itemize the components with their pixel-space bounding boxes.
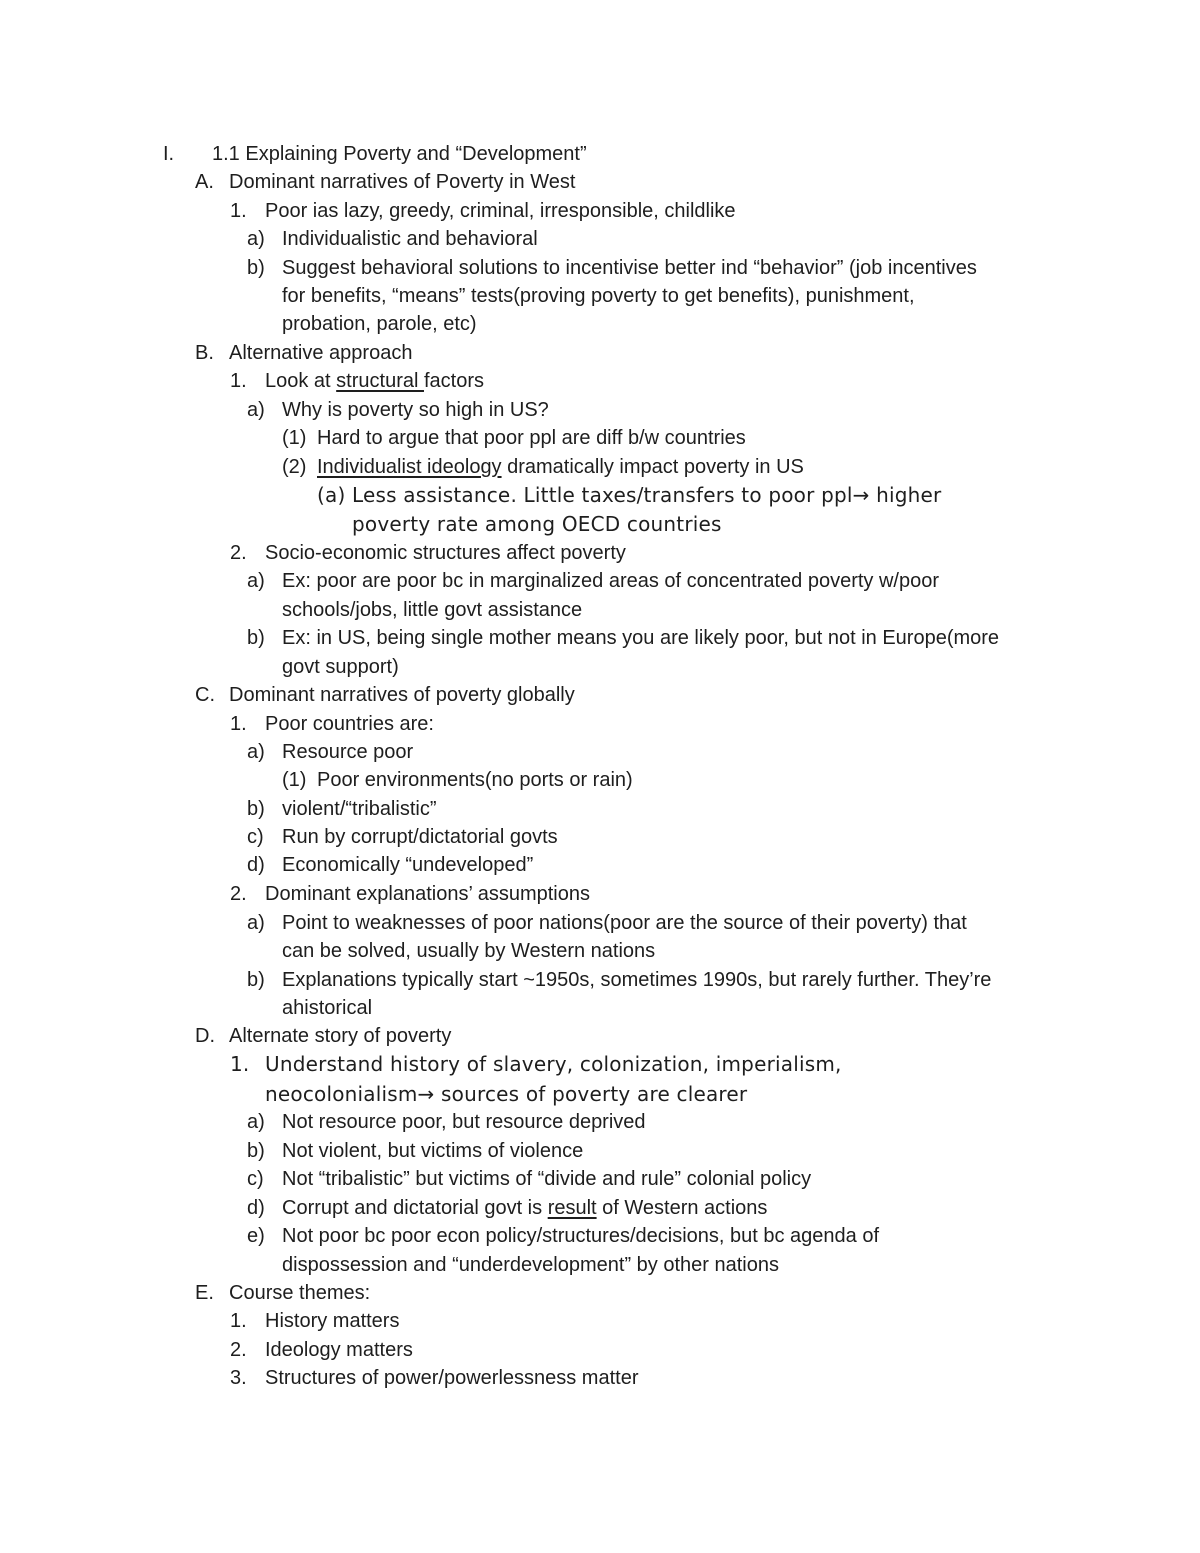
text-run: Suggest behavioral solutions to incentivise better ind “behavior” (job incentives — [282, 257, 977, 279]
outline-text — [265, 1364, 639, 1392]
outline-item — [0, 254, 1200, 282]
outline-text — [212, 140, 587, 168]
outline-text — [282, 1165, 811, 1193]
outline-item-continuation — [0, 937, 1200, 965]
outline-text — [282, 567, 939, 595]
outline-text — [282, 396, 549, 424]
outline-text — [282, 1194, 767, 1222]
outline-item — [0, 1049, 1200, 1079]
outline-text — [265, 1336, 413, 1364]
outline-text — [282, 653, 399, 681]
outline-text — [265, 880, 590, 908]
outline-marker: d) — [247, 1197, 265, 1219]
outline-item-continuation — [0, 1079, 1200, 1109]
text-run: Why is poverty so high in US? — [282, 399, 549, 421]
outline-item — [0, 1336, 1200, 1364]
outline-text — [229, 168, 575, 196]
text-run: factors — [423, 370, 485, 392]
outline-text — [265, 1307, 399, 1335]
outline-text — [282, 225, 538, 253]
outline-text — [265, 1079, 747, 1109]
text-run: History matters — [265, 1310, 400, 1332]
outline-marker: e) — [247, 1225, 265, 1247]
text-run: violent/“tribalistic” — [282, 798, 437, 820]
outline-text — [282, 937, 655, 965]
text-run: Dominant narratives of poverty globally — [229, 684, 575, 706]
outline-text — [317, 424, 746, 452]
text-run: Alternative approach — [229, 342, 413, 364]
outline-marker: b) — [247, 627, 265, 649]
text-run: Individualistic and behavioral — [282, 228, 538, 250]
outline-marker: 2. — [230, 542, 247, 564]
outline-item-continuation — [0, 653, 1200, 681]
text-run: Ideology matters — [265, 1339, 413, 1361]
outline-text — [229, 1022, 451, 1050]
outline-text — [282, 310, 477, 338]
text-run: Poor ias lazy, greedy, criminal, irresponsible, childlike — [265, 200, 736, 222]
outline-marker: B. — [195, 342, 214, 364]
text-run: Poor countries are: — [265, 713, 434, 735]
outline-text — [282, 823, 558, 851]
outline-text — [282, 795, 436, 823]
outline-item — [0, 480, 1200, 510]
outline-text — [282, 738, 413, 766]
text-run: poverty rate among OECD countries — [352, 512, 722, 536]
text-run: Structures of power/powerlessness matter — [265, 1367, 639, 1389]
outline-item — [0, 1194, 1200, 1222]
outline-text — [282, 596, 582, 624]
outline-marker: a) — [247, 741, 265, 763]
text-run: Less assistance. Little taxes/transfers to poor ppl→ higher — [352, 483, 942, 507]
outline-text — [282, 909, 967, 937]
outline-text — [229, 339, 412, 367]
outline-marker: b) — [247, 1140, 265, 1162]
text-run: Understand history of slavery, colonization, imperialism, — [265, 1052, 842, 1076]
outline-text — [282, 1137, 583, 1165]
text-run: Socio-economic structures affect poverty — [265, 542, 626, 564]
outline-item — [0, 339, 1200, 367]
outline-text — [282, 851, 533, 879]
text-run: Hard to argue that poor ppl are diff b/w countries — [317, 427, 746, 449]
outline-marker: a) — [247, 228, 265, 250]
outline-text — [265, 197, 736, 225]
underlined-text: structural — [336, 370, 424, 392]
text-run: Not resource poor, but resource deprived — [282, 1111, 646, 1133]
outline-marker: a) — [247, 570, 265, 592]
text-run: Point to weaknesses of poor nations(poor are the source of their poverty) that — [282, 912, 967, 934]
text-run: Course themes: — [229, 1282, 371, 1304]
outline-item — [0, 225, 1200, 253]
outline-item — [0, 1022, 1200, 1050]
outline-item-continuation — [0, 596, 1200, 624]
outline-text — [317, 766, 633, 794]
outline-marker: (2) — [282, 456, 307, 478]
outline-text — [352, 509, 722, 539]
outline-item — [0, 1364, 1200, 1392]
outline-text — [282, 994, 372, 1022]
outline-item — [0, 624, 1200, 652]
text-run: Ex: in US, being single mother means you are likely poor, but not in Europe(more — [282, 627, 1000, 649]
outline-item — [0, 710, 1200, 738]
outline-text — [282, 1251, 779, 1279]
text-run: for benefits, “means” tests(proving poverty to get benefits), punishment, — [282, 285, 915, 307]
text-run: Look at — [265, 370, 337, 392]
outline-item — [0, 681, 1200, 709]
outline-item — [0, 1307, 1200, 1335]
outline-text — [282, 1222, 879, 1250]
outline-item-continuation — [0, 509, 1200, 539]
outline-marker: 1. — [230, 1052, 250, 1076]
text-run: govt support) — [282, 656, 399, 678]
outline-marker: 2. — [230, 1339, 247, 1361]
outline-item — [0, 766, 1200, 794]
outline-marker: (a) — [317, 483, 346, 507]
outline-marker: C. — [195, 684, 215, 706]
outline-marker: a) — [247, 1111, 265, 1133]
text-run: Not poor bc poor econ policy/structures/decisions, but bc agenda of — [282, 1225, 880, 1247]
outline-item — [0, 823, 1200, 851]
text-run: Explanations typically start ~1950s, sometimes 1990s, but rarely further. They’re — [282, 969, 992, 991]
text-run: probation, parole, etc) — [282, 313, 477, 335]
outline-marker: 1. — [230, 1310, 247, 1332]
text-run: can be solved, usually by Western nations — [282, 940, 656, 962]
outline-text — [229, 1279, 370, 1307]
outline-text — [282, 1108, 646, 1136]
outline-marker: A. — [195, 171, 214, 193]
outline-marker: a) — [247, 399, 265, 421]
text-run: neocolonialism→ sources of poverty are clearer — [265, 1082, 748, 1106]
outline-item — [0, 1165, 1200, 1193]
outline-item — [0, 966, 1200, 994]
text-run: dispossession and “underdevelopment” by other nations — [282, 1254, 779, 1276]
outline-marker: d) — [247, 854, 265, 876]
outline-item — [0, 880, 1200, 908]
underlined-text: result — [547, 1197, 597, 1219]
text-run: dramatically impact poverty in US — [501, 456, 804, 478]
outline-text — [282, 966, 991, 994]
outline-text — [265, 367, 484, 395]
outline-item — [0, 539, 1200, 567]
outline-text — [352, 480, 941, 510]
outline-text — [265, 1049, 842, 1079]
outline-text — [282, 282, 915, 310]
outline-text — [282, 254, 977, 282]
outline-item — [0, 197, 1200, 225]
outline-marker: I. — [163, 143, 175, 165]
outline-item — [0, 453, 1200, 481]
outline-item — [0, 140, 1200, 168]
text-run: Economically “undeveloped” — [282, 854, 534, 876]
outline-marker: 2. — [230, 883, 247, 905]
outline-marker: 1. — [230, 370, 247, 392]
text-run: Dominant narratives of Poverty in West — [229, 171, 576, 193]
text-run: schools/jobs, little govt assistance — [282, 599, 583, 621]
outline-marker: 1. — [230, 713, 247, 735]
underlined-text: Individualist ideology — [317, 456, 502, 478]
outline-marker: b) — [247, 257, 265, 279]
outline-item — [0, 1137, 1200, 1165]
outline-marker: (1) — [282, 427, 307, 449]
outline-text — [229, 681, 575, 709]
outline-marker: b) — [247, 969, 265, 991]
outline-marker: b) — [247, 798, 265, 820]
outline-item — [0, 424, 1200, 452]
outline-item — [0, 738, 1200, 766]
outline-item-continuation — [0, 1251, 1200, 1279]
text-run: Run by corrupt/dictatorial govts — [282, 826, 558, 848]
outline-marker: c) — [247, 826, 264, 848]
text-run: Not “tribalistic” but victims of “divide and rule” colonial policy — [282, 1168, 812, 1190]
outline-item — [0, 851, 1200, 879]
text-run: Not violent, but victims of violence — [282, 1140, 584, 1162]
text-run: Dominant explanations’ assumptions — [265, 883, 590, 905]
outline-text — [317, 453, 804, 481]
outline-item — [0, 567, 1200, 595]
outline-marker: (1) — [282, 769, 307, 791]
outline-item-continuation — [0, 310, 1200, 338]
outline-text — [265, 710, 434, 738]
text-run: Resource poor — [282, 741, 414, 763]
text-run: Alternate story of poverty — [229, 1025, 452, 1047]
outline-marker: c) — [247, 1168, 264, 1190]
outline-item-continuation — [0, 994, 1200, 1022]
text-run: Corrupt and dictatorial govt is — [282, 1197, 548, 1219]
text-run: of Western actions — [596, 1197, 768, 1219]
text-run: Ex: poor are poor bc in marginalized areas of concentrated poverty w/poor — [282, 570, 940, 592]
outline-item — [0, 1108, 1200, 1136]
outline-item — [0, 367, 1200, 395]
outline-marker: 1. — [230, 200, 247, 222]
outline-text — [282, 624, 999, 652]
outline-item — [0, 168, 1200, 196]
outline-marker: 3. — [230, 1367, 247, 1389]
outline-item — [0, 1279, 1200, 1307]
outline-item — [0, 1222, 1200, 1250]
outline-text — [265, 539, 626, 567]
outline-item — [0, 795, 1200, 823]
text-run: 1.1 Explaining Poverty and “Development” — [212, 143, 587, 165]
outline-marker: a) — [247, 912, 265, 934]
outline-item — [0, 909, 1200, 937]
text-run: ahistorical — [282, 997, 373, 1019]
outline-marker: D. — [195, 1025, 215, 1047]
outline-item-continuation — [0, 282, 1200, 310]
text-run: Poor environments(no ports or rain) — [317, 769, 633, 791]
outline-item — [0, 396, 1200, 424]
outline-marker: E. — [195, 1282, 214, 1304]
